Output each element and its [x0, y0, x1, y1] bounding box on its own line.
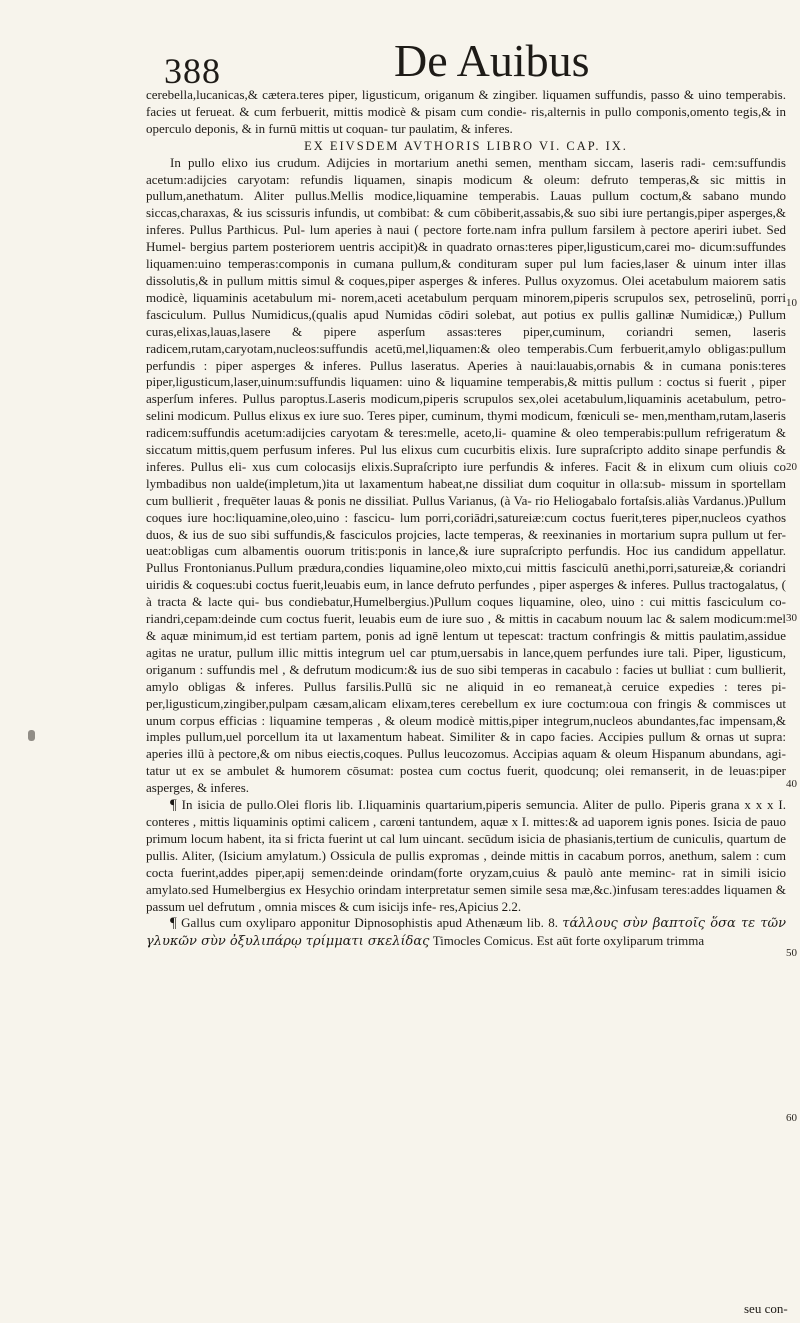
running-head: De Auibus: [394, 35, 590, 86]
margin-line-number: 50: [786, 947, 797, 959]
margin-line-number: 10: [786, 297, 797, 309]
catchword: seu con-: [744, 1301, 788, 1316]
paragraph-gallus-text: Gallus cum oxyliparo apponitur Dipnosophistis apud Athenæum lib. 8.: [181, 915, 558, 931]
paragraph-gallus-tail: Timocles Comicus. Est aūt forte oxyliparum trimma: [432, 933, 705, 949]
section-heading: EX EIVSDEM AVTHORIS LIBRO VI. CAP. IX.: [304, 138, 628, 153]
paragraph-gallus: [146, 915, 786, 951]
paragraph-isicia-text: In isicia de pullo.Olei floris lib. I.liquaminis quartarium,piperis semuncia. Aliter de pullo. Piperis grana x x x I. conteres , mittis liquaminis optimi calicem , carœni tantundem, aquæ x I. mittes:& ad uaporem ignis pones. Isicia de pauo primum locum habent, ita si fricta fuerint ut cal lum uincant. secūdum isicia de phasianis,tertium de cuniculis, quartum de pullis. Aliter, (Isicium amylatum.) Ossicula de pullis expromas , deinde mittis in cacabum porros, anethum, salem : cum cocta fuerint,addes piper,apij semen:deinde orindam(forte oryzam,cuius & paulò ante meminc- rat in simili isicio amylato.sed Humelbergius ex Hesychio orindam interpretatur semen simile sesa mæ,&c.)infusam teres:addes liquamen & passum uel defrutum , omnia misces & cum isicijs infe- res,Apicius 2.2.: [146, 797, 786, 914]
margin-line-number: 40: [786, 778, 797, 790]
greek-quotation: τάλλους σὺν βαπτοῖς ὅσα τε τῶν γλυκῶν σὺν ὀξυλιπάρῳ τρίμματι σκελίδας: [146, 916, 787, 950]
body-text: [146, 87, 786, 951]
page-header: [146, 32, 786, 92]
margin-line-number: 30: [786, 612, 797, 624]
paragraph-isicia: [146, 797, 786, 915]
paragraph-opening: cerebella,lucanicas,& cætera.teres piper, ligusticum, origanum & zingiber. liquamen suffundis, passo & uino temperabis. facies ut ferueat. & cum ferbuerit, mittis modicè & pisam cum condie- ris,alternis in pullo componis,omento tegis,& in operculo deponis, & in furnū mittis ut coquan- tur paulatim, & inferes.: [146, 87, 786, 136]
pilcrow-icon: ¶: [170, 797, 177, 814]
margin-line-number: 60: [786, 1112, 797, 1124]
pilcrow-icon: ¶: [170, 915, 177, 932]
page-number: 388: [164, 51, 221, 91]
paragraph-recipes: In pullo elixo ius crudum. Adijcies in mortarium anethi semen, mentham siccam, laseris radi- cem:suffundis acetum:adijcies caryotam: refundis liquamen, sinapis modicum & oleum: defruto temperas,& sic mittis in pullum,anethatum. Aliter pullus.Mellis modice,liquamine temperabis. Lauas pullum coctum,& sabano mundo siccas,charaxas, & ius scissuris infundis, ut combibat: & cum cōbiberit,assabis,& suo sibi iure pertangis,piper asperges,& inferes. Pullus Parthicus. Pul- lum aperies à naui ( pectore forte.nam infra pullum farsilem à pectore aperiri iubet. Sed Humel- bergius partem posteriorem uentris accipit)& in quadrato ornas:teres piper,ligusticum,carei mo- dicum:suffundes liquamen:uino temperas:componis in cumana pullum,& condituram super pul lum facies,laser & uinum inter illas dissolutis,& in pullum mittis simul & coques,piper asperges & inferes. Pullus oxyzomus. Olei acetabulum maiorem satis modicè, liquaminis acetabulum mi- norem,aceti acetabulum perquam minorem,piperis scrupulos sex, petroselinū, porri fasciculum. Pullus Numidicus,(qualis apud Numidas cōdiri solebat, aut potius ex pullis gallinæ Numidicæ,) Pullum curas,elixas,lauas,lasere & pipere asperſum assas:teres piper,cuminum, coriandri semen, laseris radicem,rutam,caryotam,nucleos:suffundis acetū,mel,liquamen:& oleo temperabis.Cum ferbuerit,amylo obligas:pullum perfundis : piper asperges & inferes. Pullus laseratus. Aperies à naui:lauabis,ornabis & in cumana ponis:teres piper,ligusticum,laser,uinum:suffundis liquamen: uino & liquamine temperabis,& mittis pullum : coctus si fuerit , piper asperſum inferes. Pullus paroptus.Laseris modicum,piperis scrupulos sex,olei acetabulum,liquaminis acetabulum, petro- selini modicum. Pullus elixus ex iure suo. Teres piper, cuminum, thymi modicum, fœniculi se- men,mentham,rutam,laseris radicem:suffundis acetum:adijcies caryotam & teres:melle, aceto,li- quamine & oleo temperabis:pullum refrigeratum & siccatum mittis,quem perfusum inferes. Pul lus elixus cum cucurbitis elixis. Iure supraſcripto addito sinape perfundis & inferes. Pullus eli- xus cum colocasijs elixis.Supraſcripto iure perfundis & inferes. Facit & in elixum cum oliuis co lymbadibus non ualde(impletum,)ita ut laxamentum habeat,ne dissiliat dum coquitur in olla:sub- missum in sportellam cum bullierit , frequēter lauas & ponis ne dissiliat. Pullus Varianus, (à Va- rio Heliogabalo fortaſsis.aliàs Vardanus.)Pullum coques iure hoc:liquamine,oleo,uino : fascicu- lum porri,coriādri,satureiæ:cum coctus fuerit,teres piper,nucleos cyathos duos, & ius de suo sibi suffundis,& fasciculos projcies, lacte temperas, & reexinanies in mortarium supra pullum ut fer- ueat:obligas cum albamentis ouorum tritis:ponis in lance,& iure supraſcripto perfundis. Hoc ius candidum appellatur. Pullus Frontonianus.Pullum prædura,condies liquamine,oleo mixto,cui mittis fasciculū anethi,porri,satureiæ,& coriandri uiridis & coques:ubi coctus fuerit,leuabis eum, in lance defruto perfundes , piper asperges & inferes. Pullus tractogalatus, ( à tracta & lacte qui- bus condiebatur,Humelbergius.)Pullum coques liquamine, oleo, uino : cui mittis fasciculum co- riandri,cepam:deinde cum coctus fuerit, leuabis eum de iure suo , & mittis in cacabum nouum lac & salem modicum:mel & aquæ minimum,id est tertiam partem, ponis ad ignē lentum ut tepescat: tractum confringis & mittis paulatim,assidue agitas ne uratur, pullum illic mittis integrum uel car ptum,uersabis in lance,quem perfundes iure tali. Piper, ligusticum, origanum : suffundis mel , & defrutum modicum:& ius de suo sibi temperas in cacabulo : facies ut bulliat : cum bullierit, amylo obligas & inferes. Pullus farsilis.Pullū sic ne aliquid in eo remaneat,à ceruice expedies : teres pi- per,ligusticum,zingiber,pulpam cæsam,alicam elixam,teres cerebellum ex iure coctum:oua con fringis & commisces ut unum corpus efficias : liquamine temperas , & oleum modicè mittis,piper integrum,nucleos abundantes,fac impensam,& imples pullum,uel porcellum ita ut laxamentum habeat. Similiter & in capo facies. Accipies pullum & ornas ut supra: aperies illū à pectore,& om nibus eiectis,coques. Pullus leucozomus. Accipias aquam & oleum Hispanum abundans, agi- tatur ut ex se ambulet & humorem cōsumat: postea cum coctus fuerit, quodcunq; olei remanserit, in de leuas:piper asperges, & inferes.: [146, 154, 786, 796]
ink-blot-mark: [28, 730, 35, 741]
margin-line-number: 20: [786, 461, 797, 473]
